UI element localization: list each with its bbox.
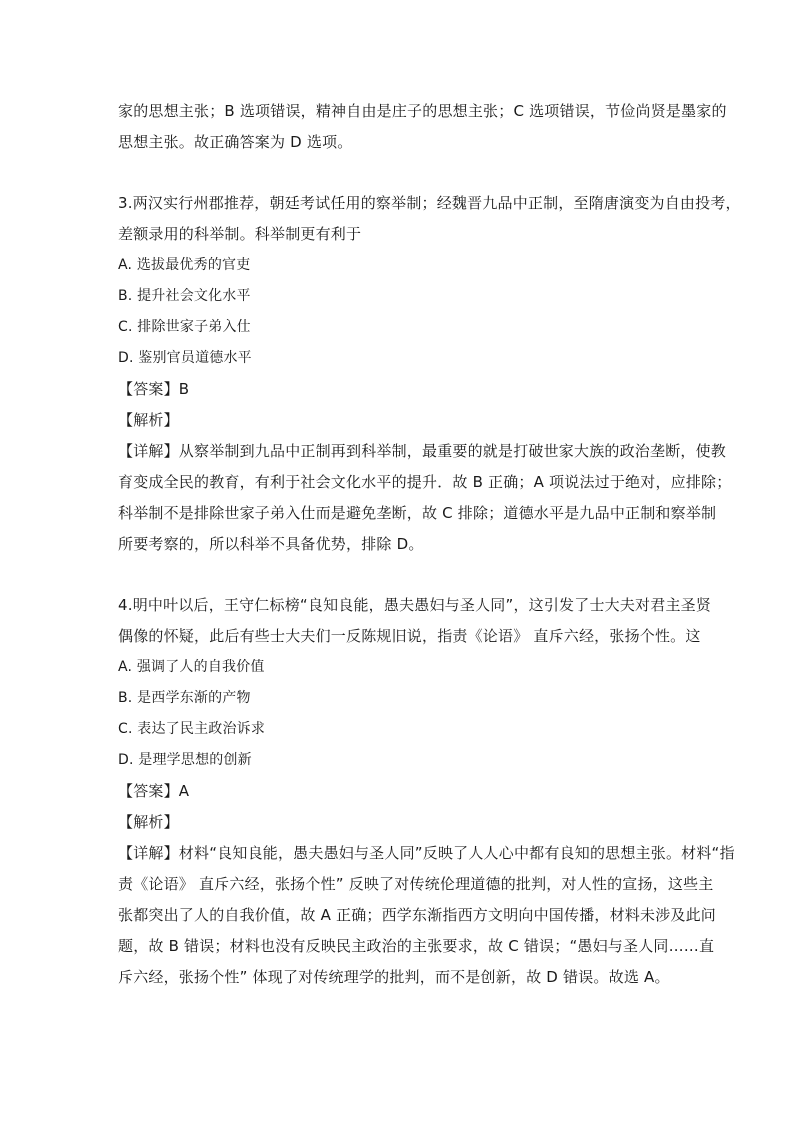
answer-line: 【答案】B (118, 380, 190, 398)
document-page (118, 96, 741, 993)
previous-question-explanation (118, 96, 727, 158)
question-stem-line: 4.明中叶以后，王守仁标榜“良知良能，愚夫愚妇与圣人同”，这引发了士大夫对君主圣贤 (118, 596, 712, 614)
detail-line: 斥六经，张扬个性” 体现了对传统理学的批判，而不是创新，故 D 错误。故选 A。 (118, 968, 670, 986)
detail-line: 育变成全民的教育，有利于社会文化水平的提升．故 B 正确；A 项说法过于绝对，应排除； (118, 473, 732, 491)
detail-line: 责《论语》 直斥六经，张扬个性” 反映了对传统伦理道德的批判，对人性的宣扬，这些主 (118, 875, 714, 893)
detail-line: 张都突出了人的自我价值，故 A 正确；西学东渐指西方文明向中国传播，材料未涉及此问 (118, 906, 717, 924)
text-line: 家的思想主张；B 选项错误，精神自由是庄子的思想主张；C 选项错误，节俭尚贤是墨家的 (118, 102, 727, 120)
spacer (118, 158, 680, 188)
option-b: B. 是西学东渐的产物 (118, 690, 251, 706)
question-3 (118, 188, 741, 560)
detail-line: 所要考察的，所以科举不具备优势，排除 D。 (118, 535, 424, 553)
detail-line: 【详解】材料“良知良能，愚夫愚妇与圣人同”反映了人人心中都有良知的思想主张。材料“指 (118, 844, 735, 862)
option-d: D. 鉴别官员道德水平 (118, 350, 252, 366)
analysis-label: 【解析】 (118, 813, 179, 831)
option-c: C. 排除世家子弟入仕 (118, 319, 251, 335)
option-a: A. 强调了人的自我价值 (118, 659, 265, 675)
text-line: 思想主张。故正确答案为 D 选项。 (118, 133, 353, 151)
spacer (118, 560, 680, 590)
option-a: A. 选拔最优秀的官吏 (118, 257, 251, 273)
detail-line: 科举制不是排除世家子弟入仕而是避免垄断，故 C 排除；道德水平是九品中正制和察举制 (118, 504, 717, 522)
question-stem-line: 偶像的怀疑，此后有些士大夫们一反陈规旧说，指责《论语》 直斥六经，张扬个性。这 (118, 627, 701, 645)
answer-line: 【答案】A (118, 782, 190, 800)
analysis-label: 【解析】 (118, 411, 179, 429)
detail-line: 题，故 B 错误；材料也没有反映民主政治的主张要求，故 C 错误；“愚妇与圣人同……直 (118, 937, 715, 955)
option-b: B. 提升社会文化水平 (118, 288, 251, 304)
question-stem-line: 差额录用的科举制。科举制更有利于 (118, 225, 362, 243)
question-4 (118, 590, 735, 993)
option-d: D. 是理学思想的创新 (118, 752, 252, 768)
question-stem-line: 3.两汉实行州郡推荐，朝廷考试任用的察举制；经魏晋九品中正制，至隋唐演变为自由投考， (118, 194, 741, 212)
detail-line: 【详解】从察举制到九品中正制再到科举制，最重要的就是打破世家大族的政治垄断，使教 (118, 442, 727, 460)
option-c: C. 表达了民主政治诉求 (118, 721, 266, 737)
